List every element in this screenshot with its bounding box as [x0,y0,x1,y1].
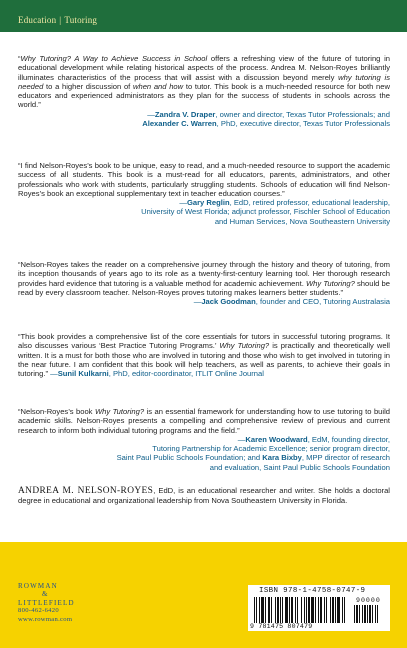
price-code: 90000 [356,597,381,604]
barcode-bar [308,597,310,623]
white-text-panel [0,32,407,542]
category-sub: Tutoring [64,15,98,25]
barcode-bar [291,597,293,623]
endorsement-attribution: —Gary Reglin, EdD, retired professor, educational leadership, University of West Florida; adjunct professor, Fischler School of Education and Human Services, Nova Southeastern University [141,198,390,226]
barcode-bar [369,605,371,623]
barcode-bar [306,597,307,623]
author-bio-text: , EdD, is an educational researcher and writer. She holds a doctoral degree in educational and organizational leadership from Nova Southeastern University in Florida. [18,486,390,506]
top-green-strip [0,0,407,32]
barcode-bar [268,597,270,623]
isbn-label: ISBN 978-1-4758-0747-9 [259,587,366,595]
publisher-website: www.rowman.com [18,615,73,623]
endorsement-attribution: —Sunil Kulkarni, PhD, editor-coordinator, ITLIT Online Journal [50,369,264,379]
barcode-bar [354,605,355,623]
barcode-bar [342,597,343,623]
category-separator: | [59,15,62,25]
endorsement-5 [18,407,390,472]
barcode-bar [372,605,373,623]
barcode-bar [301,597,302,623]
barcode-bar [259,597,260,623]
barcode-bar [304,597,305,623]
category-main: Education [18,15,57,25]
barcode-bar [282,597,283,623]
barcode-bar [261,597,264,623]
barcode-bar [324,597,325,623]
barcode-bar [280,597,281,623]
barcode-bar [377,605,378,623]
barcode-digits: 9 781475 807479 [250,623,313,630]
endorsement-text: “Nelson-Royes’s book Why Tutoring? is an essential framework for understanding how to use tutoring to build academic skills. Nelson-Royes presents a compelling and comprehensive review of previous and current research to inform both individual tutoring programs and the field.” [18,407,390,435]
endorsement-attribution: —Karen Woodward, EdM, founding director, Tutoring Partnership for Academic Excellence; senior program director, Saint Paul Public Schools Foundation; and Kara Bixby, MPP director of research and evaluation, Saint Paul Public Schools Foundation [116,434,390,472]
endorsement-1 [18,54,390,128]
endorsement-text: “Nelson-Royes takes the reader on a comprehensive journey through the history and theory of tutoring, from its inception thousands of years ago to its role as a twenty-first-century learning tool. Her thorough research provides hard evidence that tutoring is a valuable method for academic achievement. Why Tutoring? should be read by every classroom teacher. Nelson-Royes proves tutoring makes learners better students.” [18,260,390,297]
barcode-bar [337,597,340,623]
isbn-barcode [248,585,390,631]
barcode-bar [297,597,298,623]
barcode-bar [315,597,316,623]
barcode-bar [256,597,257,623]
endorsement-4 [18,332,390,378]
author-name: ANDREA M. NELSON-ROYES [18,486,154,496]
barcode-bar [335,597,336,623]
publisher-phone: 800-462-6420 [18,607,59,615]
barcode-bar [326,597,327,623]
barcode-bar [311,597,314,623]
endorsement-text: “This book provides a comprehensive list of the core essentials for tutors in successful tutoring programs. It also discusses various ‘Best Practice Tutoring Programs.’ Why Tutoring? is practically and theoretically well written. It is a must for both those who are involved in tutoring and those who wish to get involved in tutoring in the near future. I am confident that this book will help teachers, as well as parents, to achieve their goals in tutoring.” —Sunil Kulkarni, PhD, editor-coordinator, ITLIT Online Journal [18,332,390,379]
barcode-bar [359,605,360,623]
barcode-bar [320,597,322,623]
barcode-bar [375,605,376,623]
barcode-bar [367,605,368,623]
barcode-bar [344,597,345,623]
endorsement-2 [18,161,390,226]
barcode-bar [295,597,296,623]
barcode-bar [271,597,272,623]
barcode-bar [364,605,366,623]
endorsement-attribution: —Zandra V. Draper, owner and director, Texas Tutor Professionals; and Alexander C. Warren, PhD, executive director, Texas Tutor Professionals [142,109,390,129]
barcode-bars-main [254,597,352,623]
barcode-bar [265,597,266,623]
barcode-bar [289,597,290,623]
barcode-bar [362,605,363,623]
barcode-bar [277,597,279,623]
endorsement-text: “I find Nelson-Royes’s book to be unique, easy to read, and a much-needed resource to support the academic success of all students. This book is a must-read for all educators, parents, administrators, and other professionals who work with students, particularly struggling students. Schools of education will find Nelson-Royes’s book an exceptional supplementary text in teacher education courses.” [18,161,390,198]
barcode-bar [285,597,288,623]
endorsement-attribution: —Jack Goodman, founder and CEO, Tutoring Australasia [193,297,390,307]
barcode-bars-addon [354,605,384,623]
barcode-bar [356,605,358,623]
endorsement-3 [18,260,390,306]
barcode-bar [254,597,255,623]
barcode-bar [330,597,331,623]
barcode-bar [275,597,276,623]
author-bio [18,486,390,506]
publisher-logo: ROWMAN & LITTLEFIELD 800-462-6420 www.rowman.com [18,582,75,623]
endorsement-text: “Why Tutoring? A Way to Achieve Success in School offers a refreshing view of the future of tutoring in educational development while relating historical aspects of the process. Andrea M. Nelson-Royes brilliantly illuminates characteristics of the process that will assist with a discussion beyond merely why tutoring is needed to a higher discussion of when and how to tutor. This book is a much-needed resource for both new educators and experienced administrators as they plan for the success of students in schools across the world.” [18,54,391,110]
category-label [18,15,97,25]
barcode-bar [332,597,334,623]
barcode-bar [318,597,319,623]
